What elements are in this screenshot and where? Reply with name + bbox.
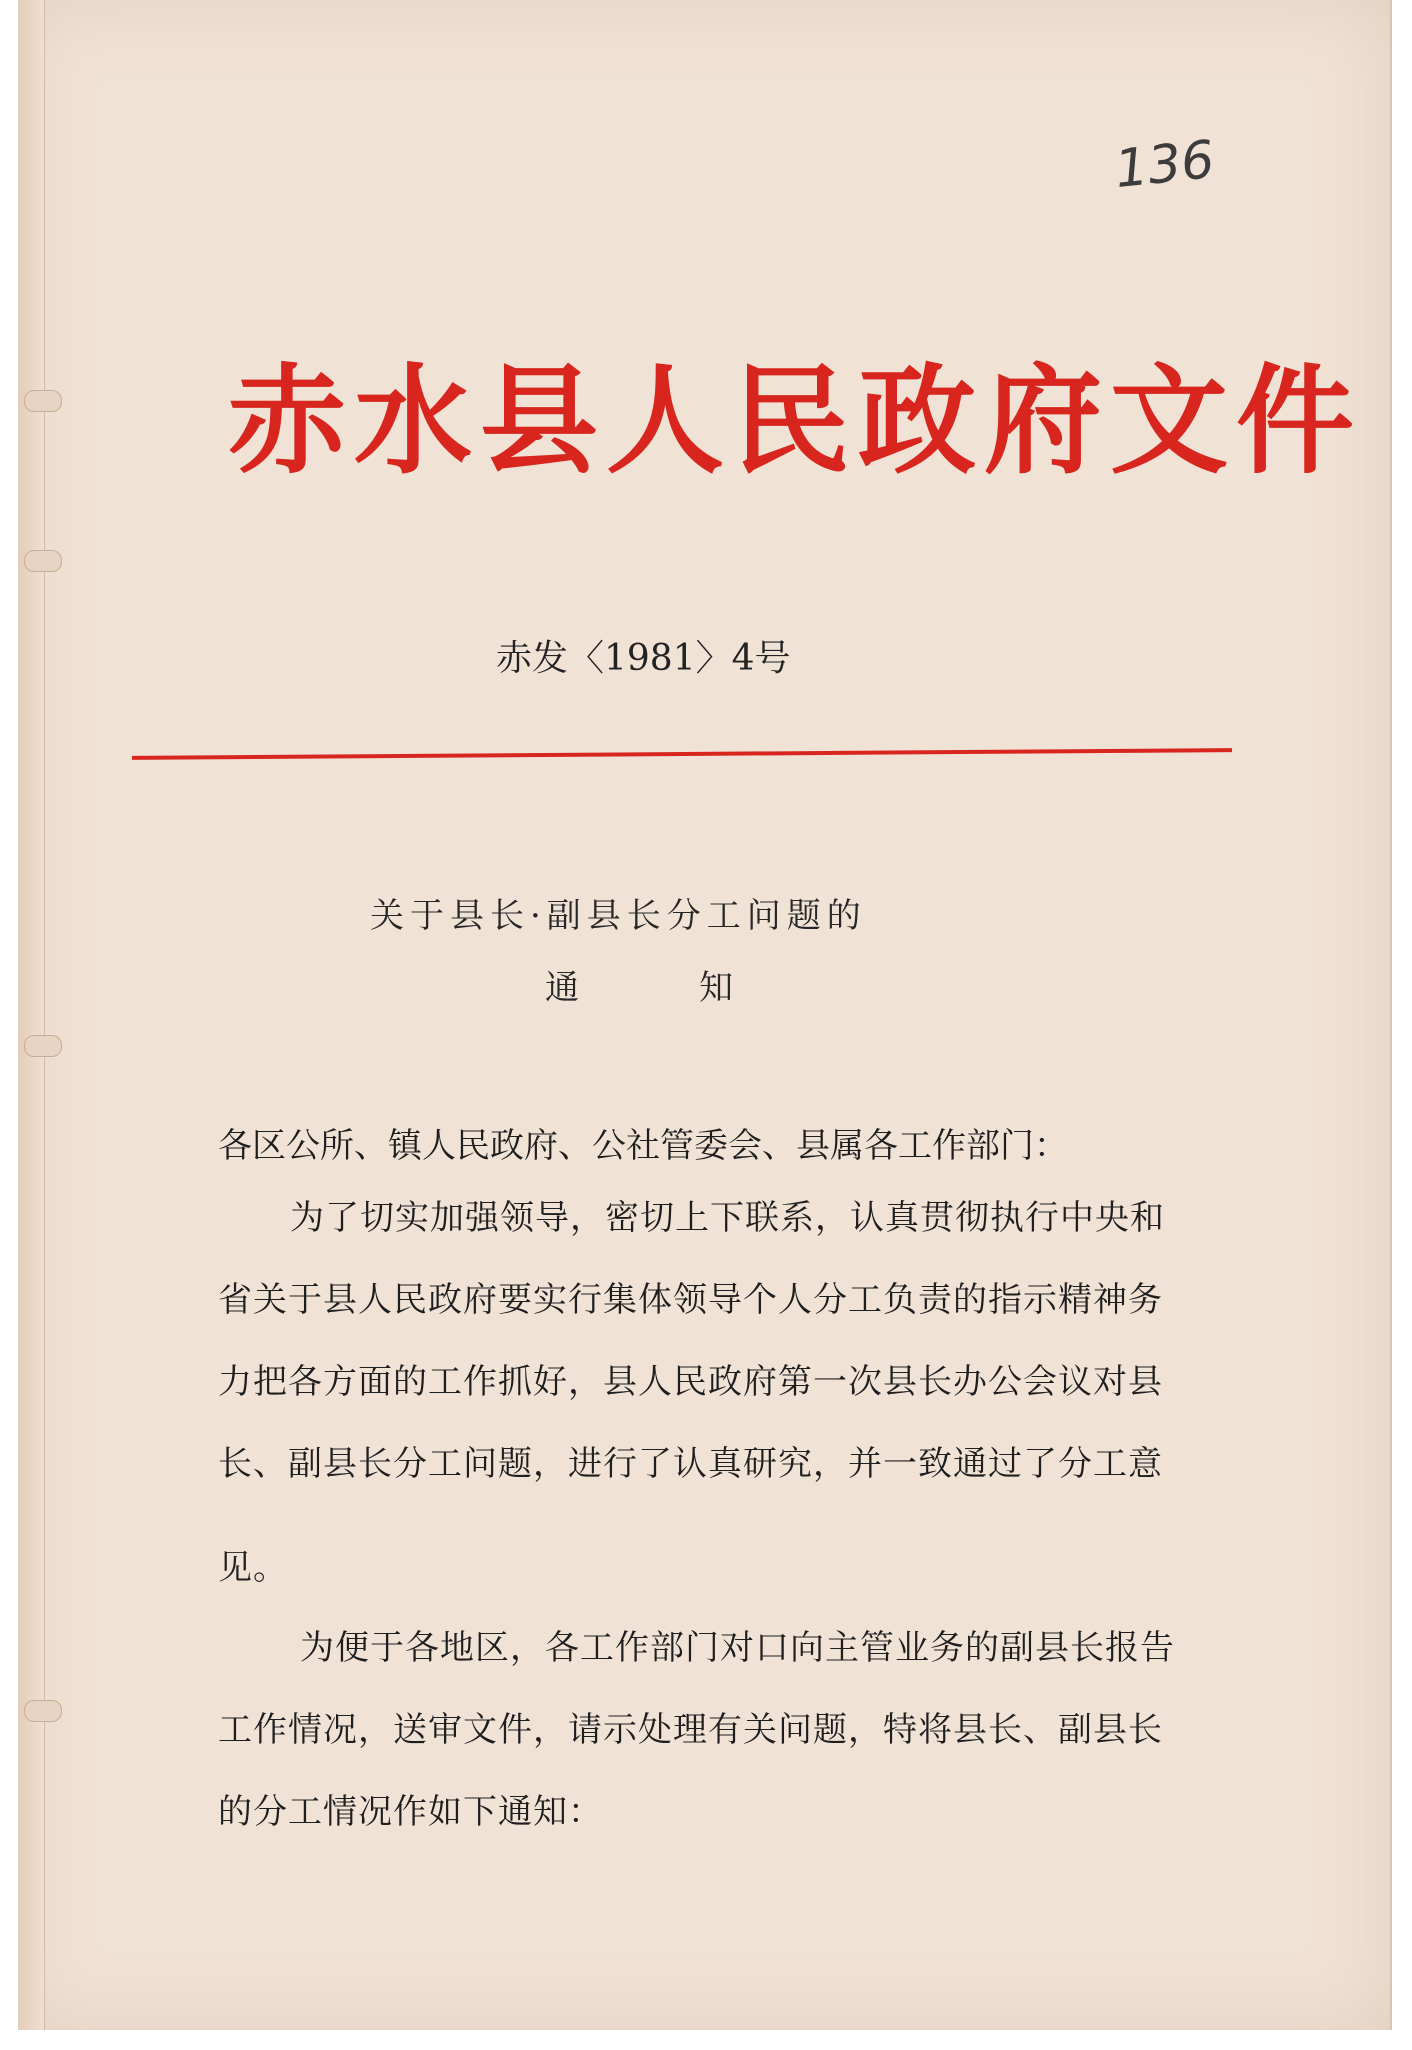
document-masthead: 赤水县人民政府文件 — [228, 351, 1363, 490]
document-number: 赤发〈1981〉4号 — [496, 638, 791, 679]
body-line: 为便于各地区，各工作部门对口向主管业务的副县长报告 — [300, 1628, 1175, 1668]
binding-hole — [24, 390, 62, 412]
binding-hole — [24, 1700, 62, 1722]
body-line: 长、副县长分工问题，进行了认真研究，并一致通过了分工意 — [218, 1444, 1163, 1484]
body-line: 省关于县人民政府要实行集体领导个人分工负责的指示精神务 — [218, 1280, 1163, 1320]
binding-hole — [24, 1035, 62, 1057]
handwritten-page-number: 136 — [1112, 129, 1218, 201]
body-line: 见。 — [218, 1548, 288, 1588]
notice-title-line1: 关于县长·副县长分工问题的 — [370, 896, 867, 936]
addressee-line: 各区公所、镇人民政府、公社管委会、县属各工作部门： — [218, 1126, 1068, 1166]
body-line: 力把各方面的工作抓好，县人民政府第一次县长办公会议对县 — [218, 1362, 1163, 1402]
binding-margin — [18, 0, 45, 2030]
notice-title-line2: 通知 — [545, 968, 853, 1008]
body-line: 的分工情况作如下通知： — [218, 1792, 603, 1832]
binding-hole — [24, 550, 62, 572]
body-line: 为了切实加强领导，密切上下联系，认真贯彻执行中央和 — [290, 1198, 1165, 1238]
body-line: 工作情况，送审文件，请示处理有关问题，特将县长、副县长 — [218, 1710, 1163, 1750]
